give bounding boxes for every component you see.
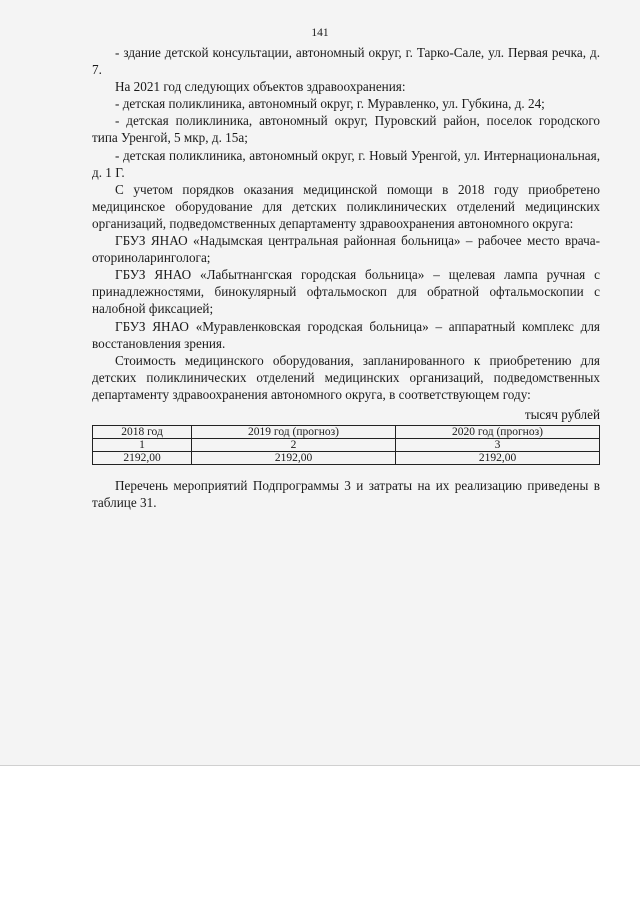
table-cell: 1 xyxy=(93,439,192,452)
table-index-row xyxy=(93,439,600,452)
table-cell: 2192,00 xyxy=(396,452,600,465)
table-cell: 3 xyxy=(396,439,600,452)
table-header-cell: 2018 год xyxy=(93,426,192,439)
paragraph: - детская поликлиника, автономный округ, г. Новый Уренгой, ул. Интернациональная, д. 1 Г. xyxy=(92,147,600,180)
paragraph: ГБУЗ ЯНАО «Муравленковская городская больница» – аппаратный комплекс для восстановления зрения. xyxy=(92,318,600,351)
page-number: 141 xyxy=(311,27,329,39)
body-text xyxy=(92,44,600,423)
closing-text xyxy=(92,477,600,511)
table-cell: 2192,00 xyxy=(192,452,396,465)
table-header-cell: 2020 год (прогноз) xyxy=(396,426,600,439)
paragraph: ГБУЗ ЯНАО «Лабытнангская городская больница» – щелевая лампа ручная с принадлежностями, бинокулярный офтальмоскоп для обратной офтальмоскопии с налобной фиксацией; xyxy=(92,267,600,317)
paragraph: - детская поликлиника, автономный округ, г. Муравленко, ул. Губкина, д. 24; xyxy=(115,96,545,112)
units-label: тысяч рублей xyxy=(524,406,600,422)
paragraph: - здание детской консультации, автономный округ, г. Тарко-Сале, ул. Первая речка, д. 7. xyxy=(92,45,600,78)
paragraph: - детская поликлиника, автономный округ, Пуровский район, поселок городского типа Уренгой, 5 мкр, д. 15а; xyxy=(92,113,600,146)
table-cell: 2192,00 xyxy=(93,452,192,465)
paragraph: Стоимость медицинского оборудования, запланированного к приобретению для детских поликлинических отделений медицинских организаций, подведомственных департаменту здравоохранения автономного округа, в соответствующем году: xyxy=(92,352,600,402)
cost-table xyxy=(92,425,600,465)
table-header-cell: 2019 год (прогноз) xyxy=(192,426,396,439)
paragraph: На 2021 год следующих объектов здравоохранения: xyxy=(115,79,406,95)
paragraph: С учетом порядков оказания медицинской помощи в 2018 году приобретено медицинское оборудование для детских поликлинических отделений медицинских организаций, подведомственных департаменту здравоохранения автономного округа: xyxy=(92,181,600,231)
table-header-row xyxy=(93,426,600,439)
table-row xyxy=(93,452,600,465)
paragraph: ГБУЗ ЯНАО «Надымская центральная районная больница» – рабочее место врача-оториноларинголога; xyxy=(92,233,600,266)
paragraph: Перечень мероприятий Подпрограммы 3 и затраты на их реализацию приведены в таблице 31. xyxy=(92,478,600,511)
table-cell: 2 xyxy=(192,439,396,452)
